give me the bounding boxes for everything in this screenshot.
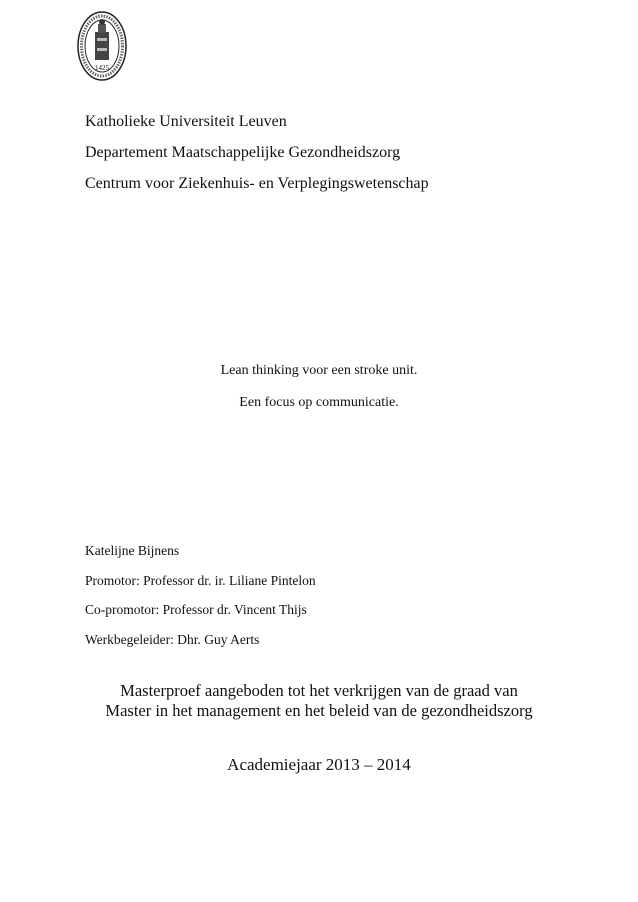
degree-line-1: Masterproef aangeboden tot het verkrijgen van de graad van [120,681,518,700]
svg-text:1425: 1425 [95,64,109,72]
author-name: Katelijne Bijnens [85,543,180,558]
co-promotor: Co-promotor: Professor dr. Vincent Thijs [85,602,307,617]
university-name: Katholieke Universiteit Leuven [85,113,287,130]
thesis-subtitle: Een focus op communicatie. [239,395,399,410]
promotor: Promotor: Professor dr. ir. Liliane Pintelon [85,573,316,588]
university-seal-logo [76,10,128,82]
centre-name: Centrum voor Ziekenhuis- en Verplegingswetenschap [85,175,429,192]
department-name: Departement Maatschappelijke Gezondheidszorg [85,144,401,161]
supervisor: Werkbegeleider: Dhr. Guy Aerts [85,632,260,647]
degree-line-2: Master in het management en het beleid van de gezondheidszorg [105,701,533,720]
thesis-title: Lean thinking voor een stroke unit. [220,363,418,378]
academic-year: Academiejaar 2013 – 2014 [227,755,411,774]
